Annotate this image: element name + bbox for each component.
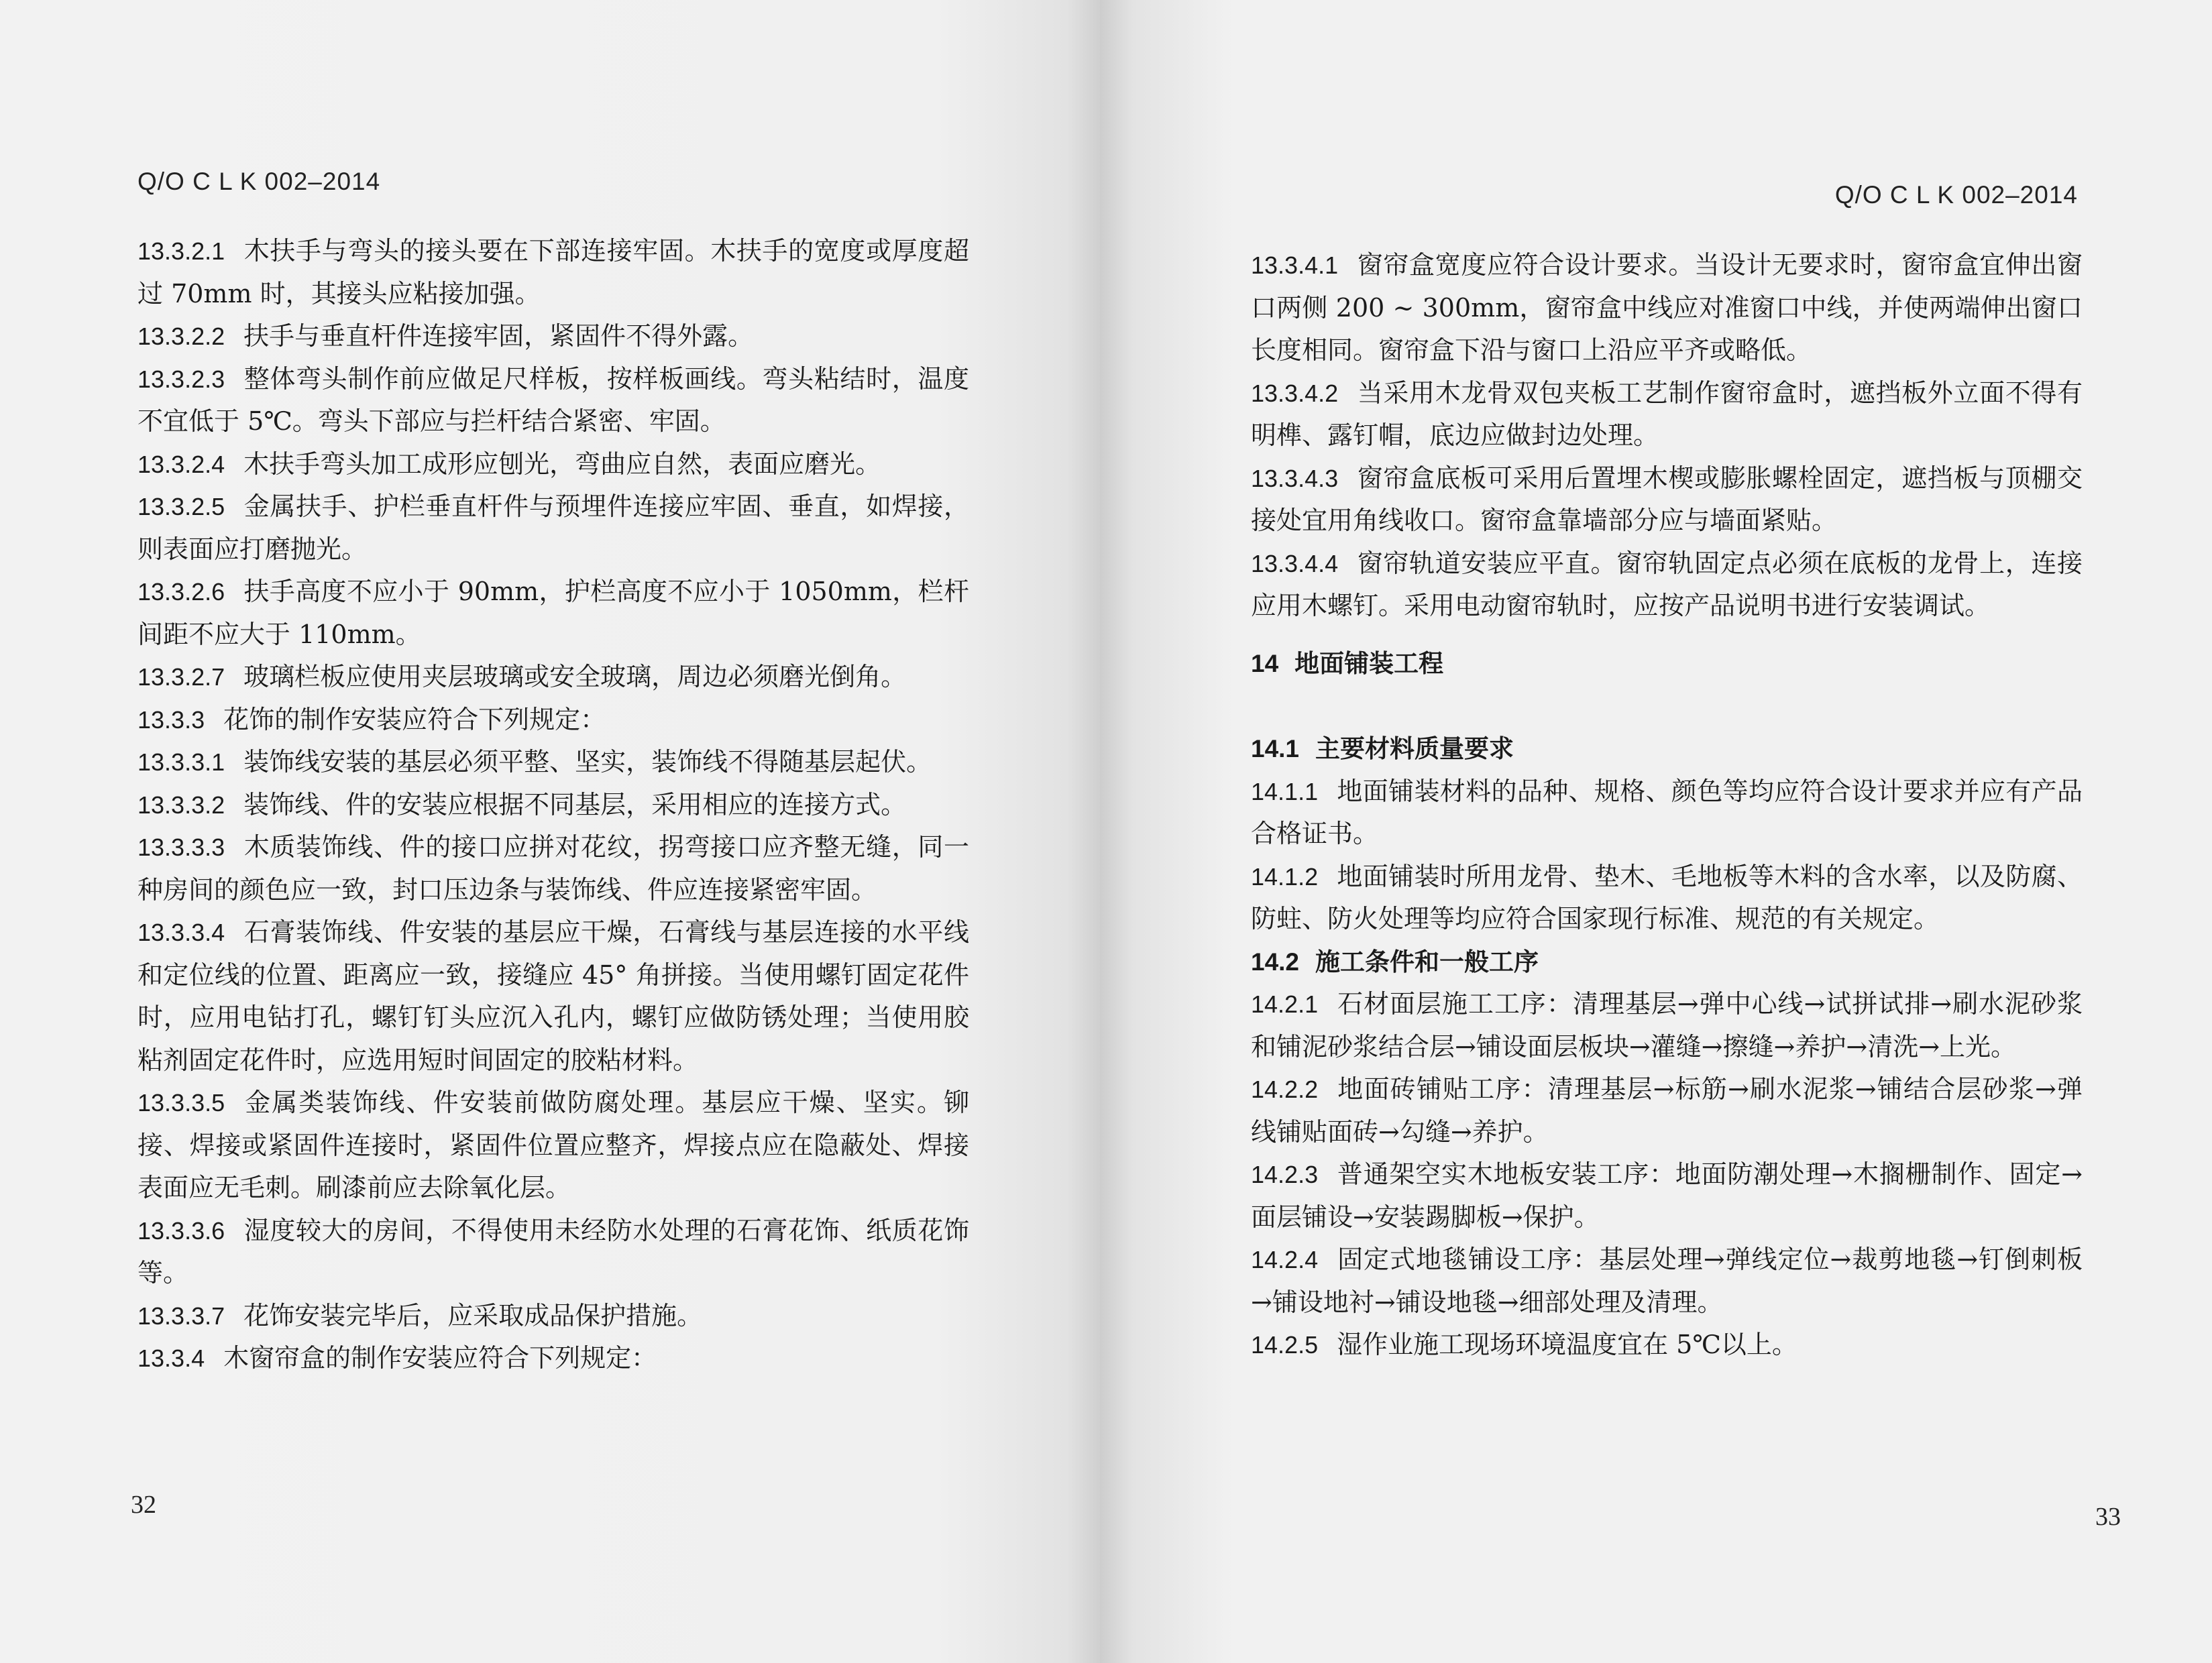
clause (137, 230, 969, 315)
clause-number: 13.3.3.1 (137, 748, 225, 776)
clause-text: 花饰的制作安装应符合下列规定： (223, 704, 606, 734)
clause-text: 装饰线、件的安装应根据不同基层，采用相应的连接方式。 (243, 789, 907, 819)
clause (1251, 457, 2083, 542)
page-number: 33 (2095, 1503, 2121, 1531)
clause-text: 木质装饰线、件的接口应拼对花纹，拐弯接口应齐整无缝，同一种房间的颜色应一致，封口压边条与装饰线、件应连接紧密牢固。 (137, 832, 969, 905)
clause-number: 13.3.2.3 (137, 365, 225, 393)
clause (137, 784, 969, 827)
section-number: 14.2 (1251, 948, 1300, 976)
clause-text: 玻璃栏板应使用夹层玻璃或安全玻璃，周边必须磨光倒角。 (243, 662, 907, 691)
clause (1251, 983, 2083, 1068)
clause-number: 14.1.2 (1251, 862, 1319, 891)
clause-text: 木扶手弯头加工成形应刨光，弯曲应自然，表面应磨光。 (243, 449, 881, 479)
clause-number: 13.3.4.4 (1251, 549, 1339, 577)
clause-text: 当采用木龙骨双包夹板工艺制作窗帘盒时，遮挡板外立面不得有明榫、露钉帽，底边应做封边处理。 (1251, 378, 2083, 450)
right-page (1100, 0, 2212, 1663)
clause (1251, 244, 2083, 372)
clause-number: 13.3.2.1 (137, 237, 225, 265)
clause-number: 13.3.4.1 (1251, 251, 1339, 279)
clause-number: 13.3.3.7 (137, 1302, 225, 1330)
clause (137, 315, 969, 358)
clause (137, 485, 969, 571)
clause-text: 固定式地毯铺设工序：基层处理→弹线定位→裁剪地毯→钉倒刺板→铺设地衬→铺设地毯→细部处理及清理。 (1251, 1245, 2083, 1317)
clause-number: 13.3.3.6 (137, 1216, 225, 1245)
section-title: 主要材料质量要求 (1315, 734, 1514, 763)
spacer (1251, 685, 2083, 728)
clause-text: 湿作业施工现场环境温度宜在 5℃以上。 (1337, 1330, 1798, 1359)
clause (137, 1337, 969, 1380)
clause (137, 826, 969, 911)
clause-text: 扶手高度不应小于 90mm，护栏高度不应小于 1050mm，栏杆间距不应大于 110mm。 (137, 577, 969, 649)
clause-text: 金属类装饰线、件安装前做防腐处理。基层应干燥、坚实。铆接、焊接或紧固件连接时，紧固件位置应整齐，焊接点应在隐蔽处、焊接表面应无毛刺。刷漆前应去除氧化层。 (137, 1088, 969, 1202)
clause-number: 13.3.4 (137, 1344, 205, 1372)
clause (1251, 1068, 2083, 1153)
clause-number: 14.2.1 (1251, 990, 1319, 1018)
clause-text: 窗帘盒宽度应符合设计要求。当设计无要求时，窗帘盒宜伸出窗口两侧 200 ~ 300mm，窗帘盒中线应对准窗口中线，并使两端伸出窗口长度相同。窗帘盒下沿与窗口上沿应平齐或略低。 (1251, 250, 2083, 365)
left-page (0, 0, 1100, 1663)
clause-text: 木扶手与弯头的接头要在下部连接牢固。木扶手的宽度或厚度超过 70mm 时，其接头应粘接加强。 (137, 236, 969, 308)
clause-number: 14.2.4 (1251, 1246, 1319, 1273)
clause-text: 地面砖铺贴工序：清理基层→标筋→刷水泥浆→铺结合层砂浆→弹线铺贴面砖→勾缝→养护。 (1251, 1074, 2083, 1147)
clause (137, 741, 969, 784)
spacer (1251, 628, 2083, 642)
clause-text: 地面铺装材料的品种、规格、颜色等均应符合设计要求并应有产品合格证书。 (1251, 776, 2083, 848)
clause-number: 13.3.2.4 (137, 450, 225, 478)
clause-text: 普通架空实木地板安装工序：地面防潮处理→木搁栅制作、固定→面层铺设→安装踢脚板→保护。 (1251, 1159, 2083, 1232)
clause-text: 窗帘盒底板可采用后置埋木楔或膨胀螺栓固定，遮挡板与顶棚交接处宜用角线收口。窗帘盒靠墙部分应与墙面紧贴。 (1251, 463, 2083, 535)
clause (137, 1295, 969, 1338)
clause (137, 699, 969, 742)
chapter-title: 地面铺装工程 (1294, 648, 1444, 678)
clause-text: 金属扶手、护栏垂直杆件与预埋件连接应牢固、垂直，如焊接，则表面应打磨抛光。 (137, 492, 969, 564)
section-heading (1251, 728, 2083, 770)
clause-text: 扶手与垂直杆件连接牢固，紧固件不得外露。 (243, 321, 754, 351)
clause (1251, 1324, 2083, 1367)
clause-text: 窗帘轨道安装应平直。窗帘轨固定点必须在底板的龙骨上，连接应用木螺钉。采用电动窗帘轨时，应按产品说明书进行安装调试。 (1251, 548, 2083, 620)
clause-text: 石材面层施工工序：清理基层→弹中心线→试拼试排→刷水泥砂浆和铺泥砂浆结合层→铺设面层板块→灌缝→擦缝→养护→清洗→上光。 (1251, 989, 2083, 1062)
clause (137, 358, 969, 443)
page-number: 32 (131, 1491, 156, 1519)
left-page-body (137, 230, 969, 1380)
clause-number: 14.1.1 (1251, 777, 1319, 805)
clause-number: 13.3.3.4 (137, 919, 225, 946)
chapter-heading (1251, 642, 2083, 685)
clause-number: 14.2.5 (1251, 1331, 1319, 1359)
clause-number: 14.2.3 (1251, 1161, 1319, 1188)
clause-number: 13.3.3 (137, 705, 205, 734)
chapter-number: 14 (1251, 649, 1279, 677)
clause-number: 13.3.2.7 (137, 663, 225, 691)
clause-number: 13.3.4.3 (1251, 464, 1339, 492)
clause (137, 911, 969, 1082)
clause-text: 花饰安装完毕后，应采取成品保护措施。 (243, 1300, 703, 1330)
clause (1251, 542, 2083, 628)
clause-text: 湿度较大的房间，不得使用未经防水处理的石膏花饰、纸质花饰等。 (137, 1215, 969, 1287)
clause (137, 1082, 969, 1210)
clause-text: 地面铺装时所用龙骨、垫木、毛地板等木料的含水率，以及防腐、防蛀、防火处理等均应符合国家现行标准、规范的有关规定。 (1251, 861, 2083, 933)
section-number: 14.1 (1251, 735, 1300, 762)
clause (1251, 1153, 2083, 1239)
clause (137, 1210, 969, 1295)
clause (137, 571, 969, 656)
clause-number: 13.3.4.2 (1251, 379, 1339, 407)
clause-number: 13.3.2.5 (137, 493, 225, 520)
page-header: Q/O C L K 002–2014 (137, 168, 381, 195)
clause (137, 656, 969, 699)
clause-text: 石膏装饰线、件安装的基层应干燥，石膏线与基层连接的水平线和定位线的位置、距离应一致，接缝应 45° 角拼接。当使用螺钉固定花件时，应用电钻打孔，螺钉钉头应沉入孔内，螺钉应做防锈处理；当使用胶粘剂固定花件时，应选用短时间固定的胶粘材料。 (137, 917, 969, 1075)
clause (1251, 770, 2083, 856)
clause (137, 443, 969, 486)
clause-number: 14.2.2 (1251, 1076, 1319, 1103)
clause-number: 13.3.3.5 (137, 1089, 225, 1116)
section-title: 施工条件和一般工序 (1315, 947, 1539, 976)
clause (1251, 856, 2083, 941)
page-header: Q/O C L K 002–2014 (1834, 181, 2078, 209)
clause-text: 木窗帘盒的制作安装应符合下列规定： (223, 1343, 657, 1373)
clause-number: 13.3.3.3 (137, 834, 225, 861)
clause (1251, 372, 2083, 457)
clause-text: 装饰线安装的基层必须平整、坚实，装饰线不得随基层起伏。 (243, 747, 932, 777)
clause-text: 整体弯头制作前应做足尺样板，按样板画线。弯头粘结时，温度不宜低于 5℃。弯头下部应与拦杆结合紧密、牢固。 (137, 363, 969, 436)
right-page-body (1251, 244, 2083, 1367)
clause-number: 13.3.2.2 (137, 323, 225, 350)
clause (1251, 1239, 2083, 1324)
clause-number: 13.3.2.6 (137, 578, 225, 606)
section-heading (1251, 941, 2083, 984)
clause-number: 13.3.3.2 (137, 791, 225, 819)
